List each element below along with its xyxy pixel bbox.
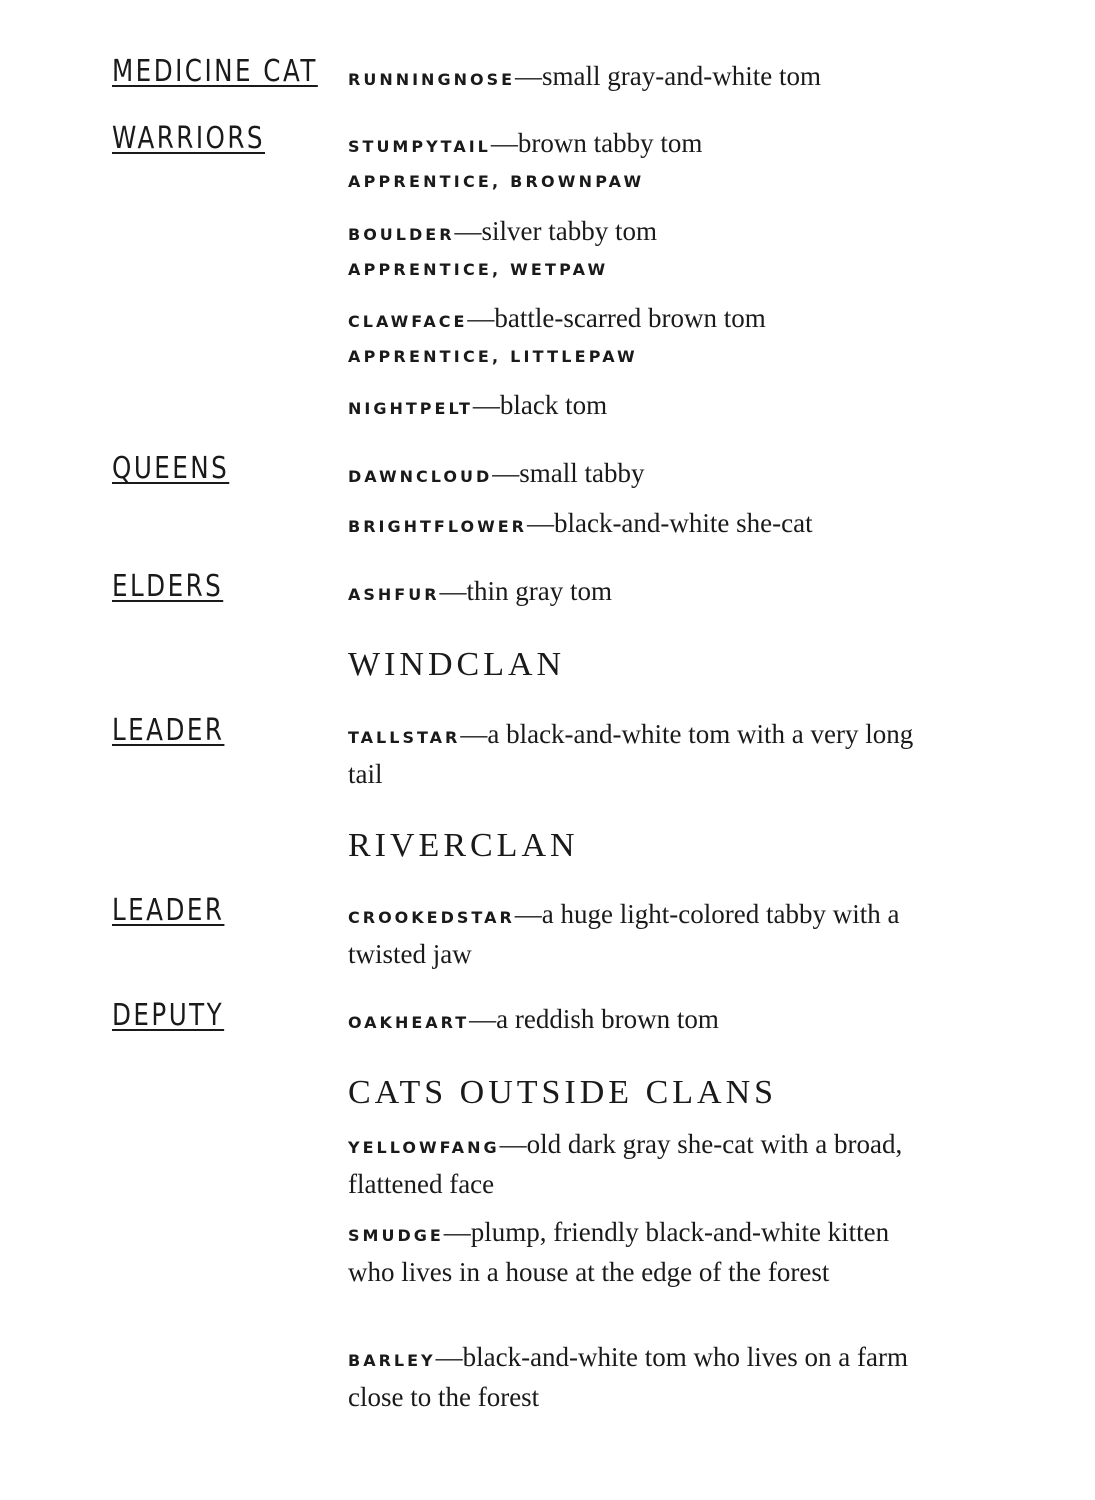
cat-description: —small tabby (492, 458, 645, 488)
cat-name: CLAWFACE (348, 312, 468, 331)
cat-entry-brightflower (348, 505, 938, 545)
cat-description: —a black-and-white tom with a very long tail (348, 719, 914, 789)
cat-name: BOULDER (348, 225, 455, 244)
cat-description: —thin gray tom (439, 576, 613, 606)
cat-name: YELLOWFANG (348, 1138, 500, 1157)
cat-description: —a huge light-colored tabby with a twisted jaw (348, 899, 900, 969)
section-label-elders: ELDERS (112, 569, 224, 604)
clan-heading-windclan: WINDCLAN (348, 646, 566, 683)
cat-entry-dawncloud (348, 455, 938, 495)
cat-name: STUMPYTAIL (348, 137, 491, 156)
cat-name: DAWNCLOUD (348, 467, 493, 486)
cat-entry-yellowfang (348, 1126, 938, 1203)
cat-entry-stumpytail (348, 125, 938, 165)
cat-description: —black tom (472, 390, 608, 420)
cat-entry-runningnose (348, 58, 938, 98)
cat-entry-nightpelt (348, 387, 938, 427)
cat-name: CROOKEDSTAR (348, 908, 515, 927)
cat-name: TALLSTAR (348, 728, 461, 747)
section-label-leader-windclan: LEADER (112, 713, 225, 748)
cat-entry-oakheart (348, 1001, 938, 1041)
cat-entry-smudge (348, 1214, 938, 1291)
section-label-medicine-cat: MEDICINE CAT (112, 54, 318, 89)
cat-description: —brown tabby tom (490, 128, 703, 158)
cat-entry-tallstar (348, 716, 938, 793)
cat-name: ASHFUR (348, 585, 440, 604)
cat-description: —silver tabby tom (454, 216, 657, 246)
cat-description: —black-and-white she-cat (526, 508, 813, 538)
cat-entry-boulder (348, 213, 938, 253)
cat-description: —small gray-and-white tom (515, 61, 821, 91)
clan-heading-riverclan: RIVERCLAN (348, 827, 579, 864)
clan-heading-outside: CATS OUTSIDE CLANS (348, 1074, 778, 1111)
section-label-deputy: DEPUTY (112, 998, 225, 1033)
cat-name: OAKHEART (348, 1013, 470, 1032)
section-label-leader-riverclan: LEADER (112, 893, 225, 928)
cat-description: —a reddish brown tom (469, 1004, 719, 1034)
cat-name: RUNNINGNOSE (348, 70, 516, 89)
cat-name: BRIGHTFLOWER (348, 517, 527, 536)
section-label-queens: QUEENS (112, 451, 230, 486)
cat-description: —battle-scarred brown tom (467, 303, 766, 333)
cat-entry-clawface (348, 300, 938, 340)
cat-entry-crookedstar (348, 896, 938, 973)
cat-name: NIGHTPELT (348, 399, 473, 418)
apprentice-brownpaw: APPRENTICE, BROWNPAW (348, 172, 645, 191)
cat-entry-ashfur (348, 573, 938, 613)
cat-entry-barley (348, 1339, 938, 1416)
cat-description: —black-and-white tom who lives on a farm close to the forest (348, 1342, 908, 1412)
section-label-warriors: WARRIORS (112, 121, 266, 156)
cat-description: —plump, friendly black-and-white kitten who lives in a house at the edge of the forest (348, 1217, 890, 1287)
apprentice-littlepaw: APPRENTICE, LITTLEPAW (348, 347, 638, 366)
cat-name: BARLEY (348, 1351, 436, 1370)
apprentice-wetpaw: APPRENTICE, WETPAW (348, 260, 609, 279)
cat-name: SMUDGE (348, 1226, 444, 1245)
cat-description: —old dark gray she-cat with a broad, flattened face (348, 1129, 903, 1199)
